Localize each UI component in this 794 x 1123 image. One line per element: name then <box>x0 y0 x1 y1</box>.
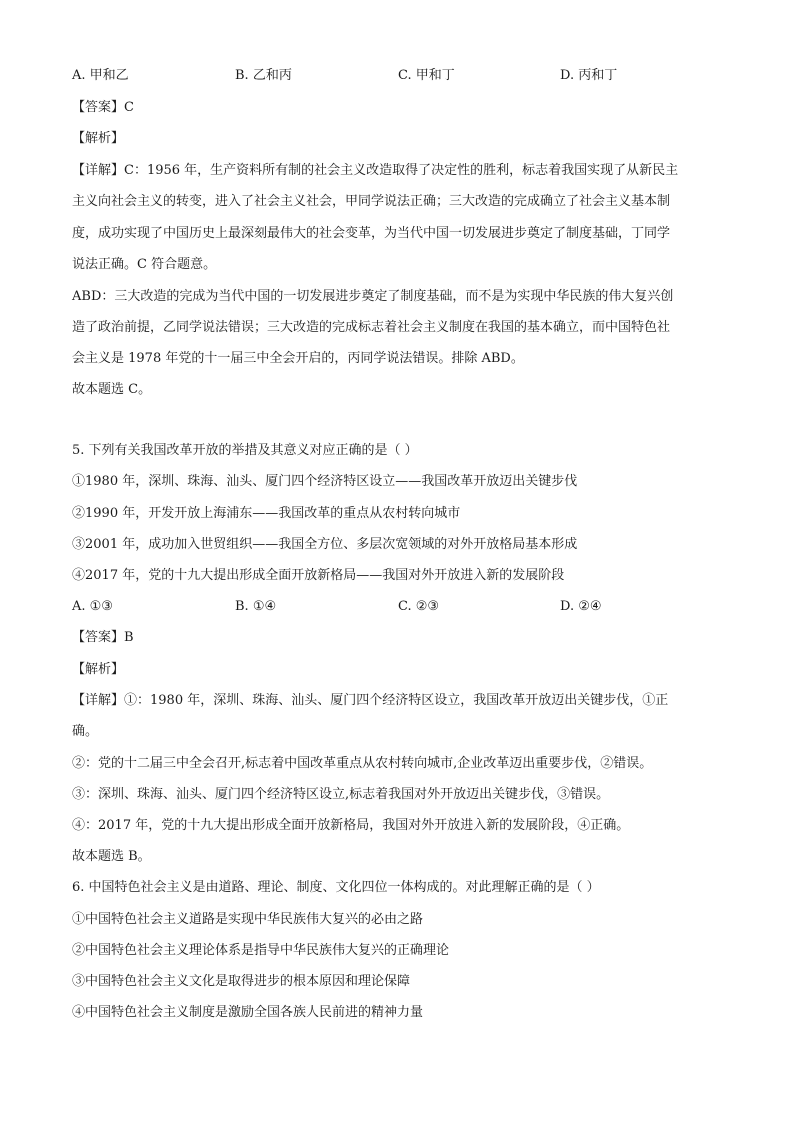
q6-stem: 6. 中国特色社会主义是由道路、理论、制度、文化四位一体构成的。对此理解正确的是（ ） <box>72 880 600 895</box>
q5-detail-line-3: ②：党的十二届三中全会召开,标志着中国改革重点从农村转向城市,企业改革迈出重要步伐，②错误。 <box>72 756 653 771</box>
q5-stem: 5. 下列有关我国改革开放的举措及其意义对应正确的是（ ） <box>72 443 418 458</box>
q6-item-4: ④中国特色社会主义制度是激励全国各族人民前进的精神力量 <box>72 1005 424 1020</box>
q5-option-b: B. ①④ <box>235 599 277 614</box>
q5-item-1: ①1980 年，深圳、珠海、汕头、厦门四个经济特区设立——我国改革开放迈出关键步伐 <box>72 474 578 489</box>
q5-option-d: D. ②④ <box>560 599 602 614</box>
q4-detail-line-1: 【详解】C：1956 年，生产资料所有制的社会主义改造取得了决定性的胜利，标志着我国实现了从新民主 <box>72 163 679 178</box>
q5-item-3: ③2001 年，成功加入世贸组织——我国全方位、多层次宽领域的对外开放格局基本形成 <box>72 537 578 552</box>
q4-analysis-label: 【解析】 <box>72 131 125 146</box>
q4-detail-line-5: ABD：三大改造的完成为当代中国的一切发展进步奠定了制度基础，而不是为实现中华民族的伟大复兴创 <box>72 289 674 304</box>
q5-item-2: ②1990 年，开发开放上海浦东——我国改革的重点从农村转向城市 <box>72 506 461 521</box>
q5-analysis-label: 【解析】 <box>72 662 125 677</box>
q6-item-3: ③中国特色社会主义文化是取得进步的根本原因和理论保障 <box>72 974 411 989</box>
q5-detail-line-5: ④：2017 年，党的十九大提出形成全面开放新格局，我国对外开放进入新的发展阶段，④正确。 <box>72 818 630 833</box>
q5-answer: 【答案】B <box>72 630 134 645</box>
q4-answer: 【答案】C <box>72 100 134 115</box>
q4-detail-line-7: 会主义是 1978 年党的十一届三中全会开启的，丙同学说法错误。排除 ABD。 <box>72 351 524 366</box>
q4-option-c: C. 甲和丁 <box>398 68 455 83</box>
q6-item-1: ①中国特色社会主义道路是实现中华民族伟大复兴的必由之路 <box>72 912 424 927</box>
q5-detail-line-1: 【详解】①：1980 年，深圳、珠海、汕头、厦门四个经济特区设立，我国改革开放迈出关键步伐，①正 <box>72 693 669 708</box>
q5-option-a: A. ①③ <box>72 599 113 614</box>
q5-detail-line-2: 确。 <box>72 724 99 739</box>
q4-detail-line-4: 说法正确。C 符合题意。 <box>72 257 217 272</box>
q4-option-b: B. 乙和丙 <box>235 68 292 83</box>
q6-item-2: ②中国特色社会主义理论体系是指导中华民族伟大复兴的正确理论 <box>72 943 450 958</box>
q4-detail-line-2: 主义向社会主义的转变，进入了社会主义社会，甲同学说法正确；三大改造的完成确立了社会主义基本制 <box>72 194 671 209</box>
q4-option-d: D. 丙和丁 <box>560 68 618 83</box>
q5-item-4: ④2017 年，党的十九大提出形成全面开放新格局——我国对外开放进入新的发展阶段 <box>72 568 565 583</box>
q5-options <box>72 599 722 615</box>
q5-option-c: C. ②③ <box>398 599 440 614</box>
q4-option-a: A. 甲和乙 <box>72 68 129 83</box>
q4-detail-line-3: 度，成功实现了中国历史上最深刻最伟大的社会变革，为当代中国一切发展进步奠定了制度基础，丁同学 <box>72 226 671 241</box>
q4-detail-line-6: 造了政治前提，乙同学说法错误；三大改造的完成标志着社会主义制度在我国的基本确立，而中国特色社 <box>72 320 671 335</box>
q5-detail-line-4: ③：深圳、珠海、汕头、厦门四个经济特区设立,标志着我国对外开放迈出关键步伐，③错误。 <box>72 787 610 802</box>
q4-detail-line-8: 故本题选 C。 <box>72 382 152 397</box>
q5-detail-line-6: 故本题选 B。 <box>72 849 151 864</box>
q4-options <box>72 68 722 84</box>
